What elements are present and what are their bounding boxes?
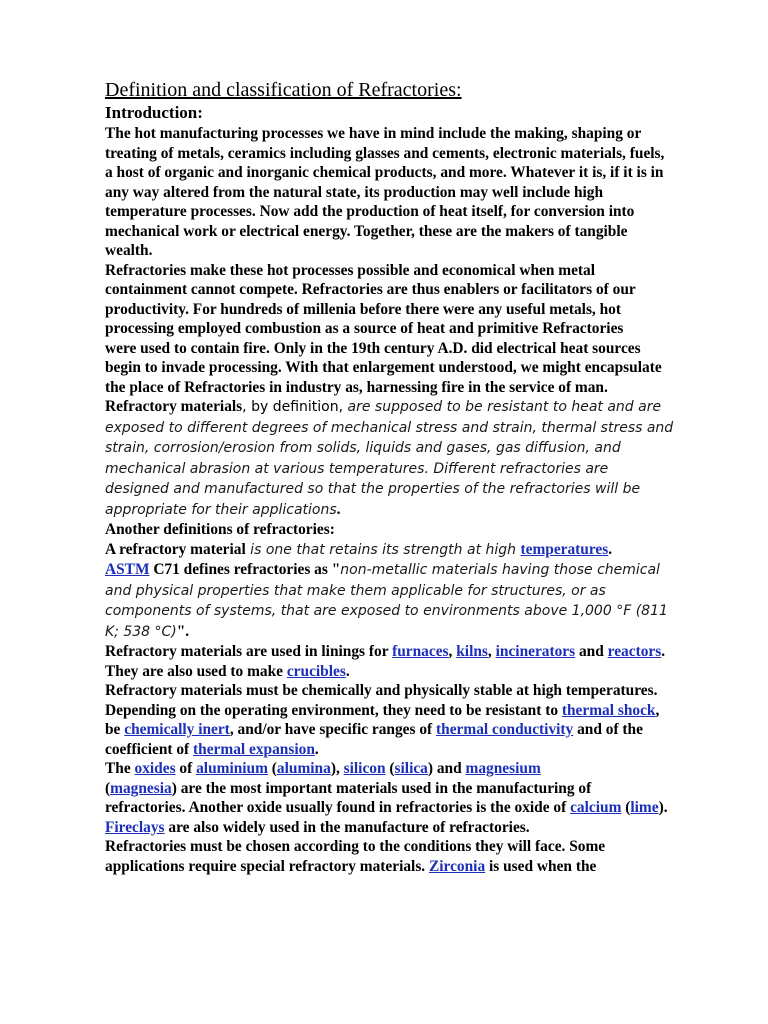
link-alumina[interactable]: alumina [276,760,331,777]
paragraph-11: Refractories must be chosen according to the conditions they will face. Some applications require special refractory materials. Zirconia is used when the [105,838,606,875]
document-page [105,78,675,876]
definition-italic: are supposed to be resistant to heat and are exposed to different degrees of mechanical stress and strain, thermal stress and strain, corrosion/erosion from solids, liquids and gases, gas diffusion, and mechanical abrasion at various temperatures. Different refractories are designed and manufactured so that the properties of the refractories will be appropriate for their applications [105,399,674,518]
link-silicon[interactable]: silicon [343,760,386,777]
paragraph-6: A refractory material is one that retains its strength at high temperatures. ASTM C71 defines refractories as "non-metallic materials having those chemical and physical properties that make them applicable for structures, or as components of systems, that are exposed to environments above 1,000 °F (811 K; 538 °C)". [105,540,668,640]
paragraph-1: The hot manufacturing processes we have in mind include the making, shaping or treating of metals, ceramics including glasses and cements, electronic materials, fuels, a host of organic and inorganic chemical products, and more. Whatever it is, if it is in any way altered from the natural state, its production may well include high temperature processes. Now add the production of heat itself, for conversion into mechanical work or electrical energy. Together, these are the makers of tangible wealth. [105,125,665,259]
link-magnesium[interactable]: magnesium [465,760,541,777]
link-silica[interactable]: silica [394,760,428,777]
paragraph-10: The oxides of aluminium (alumina), silicon (silica) and magnesium (magnesia) are the most important materials used in the manufacturing of refractories. Another oxide usually found in refractories is the oxide of calcium (lime). Fireclays are also widely used in the manufacture of refractories. [105,760,668,836]
link-magnesia[interactable]: magnesia [110,779,172,797]
paragraph-3: were used to contain fire. Only in the 19th century A.D. did electrical heat sources begin to invade processing. With that enlargement understood, we might encapsulate the place of Refractories in industry as, harnessing fire in the service of man. [105,339,662,396]
link-temperatures[interactable]: temperatures [520,540,609,558]
link-reactors[interactable]: reactors [607,643,662,660]
astm-definition: non-metallic materials having those chemical and physical properties that make them applicable for structures, or as components of systems, that are exposed to environments above 1,000 °F (811 K; 538 °C) [105,562,668,640]
link-astm[interactable]: ASTM [105,561,150,578]
paragraph-8: Refractory materials are used in linings for furnaces, kilns, incinerators and reactors. They are also used to make crucibles. [105,643,666,680]
paragraph-4: Refractory materials, by definition, are supposed to be resistant to heat and are exposed to different degrees of mechanical stress and strain, thermal stress and strain, corrosion/erosion from solids, liquids and gases, gas diffusion, and mechanical abrasion at various temperatures. Different refractories are designed and manufactured so that the properties of the refractories will be appropriate for their applications. [105,398,674,518]
link-thermal-expansion[interactable]: thermal expansion [193,740,315,758]
link-chemically-inert[interactable]: chemically inert [124,721,230,738]
link-oxides[interactable]: oxides [134,760,176,777]
link-furnaces[interactable]: furnaces [392,643,449,660]
link-aluminium[interactable]: aluminium [196,760,268,777]
link-kilns[interactable]: kilns [456,643,488,660]
term-refractories: refractories [233,561,311,578]
paragraph-9: Refractory materials must be chemically and physically stable at high temperatures. Depending on the operating environment, they need to be resistant to thermal shock, be chemically inert, and/or have specific ranges of thermal conductivity and of the coefficient of thermal expansion. [105,682,660,758]
link-thermal-shock[interactable]: thermal shock [561,701,656,719]
link-thermal-conductivity[interactable]: thermal conductivity [436,721,574,738]
link-crucibles[interactable]: crucibles [286,662,346,680]
link-lime[interactable]: lime [630,799,659,816]
document-title: Definition and classification of Refractories: [105,79,462,101]
link-fireclays[interactable]: Fireclays [105,818,165,836]
term-a-refractory-material: A refractory material [105,540,246,558]
link-zirconia[interactable]: Zirconia [429,857,486,875]
link-calcium[interactable]: calcium [570,799,622,816]
term-refractory-materials: Refractory materials [105,398,243,415]
paragraph-2: Refractories make these hot processes possible and economical when metal containment cannot compete. Refractories are thus enablers or facilitators of our productivity. For hundreds of millenia before there were any useful metals, hot processing employed combustion as a source of heat and primitive Refractories [105,261,636,337]
link-incinerators[interactable]: incinerators [495,643,576,660]
intro-heading: Introduction: [105,103,203,122]
paragraph-5: Another definitions of refractories: [105,521,335,538]
